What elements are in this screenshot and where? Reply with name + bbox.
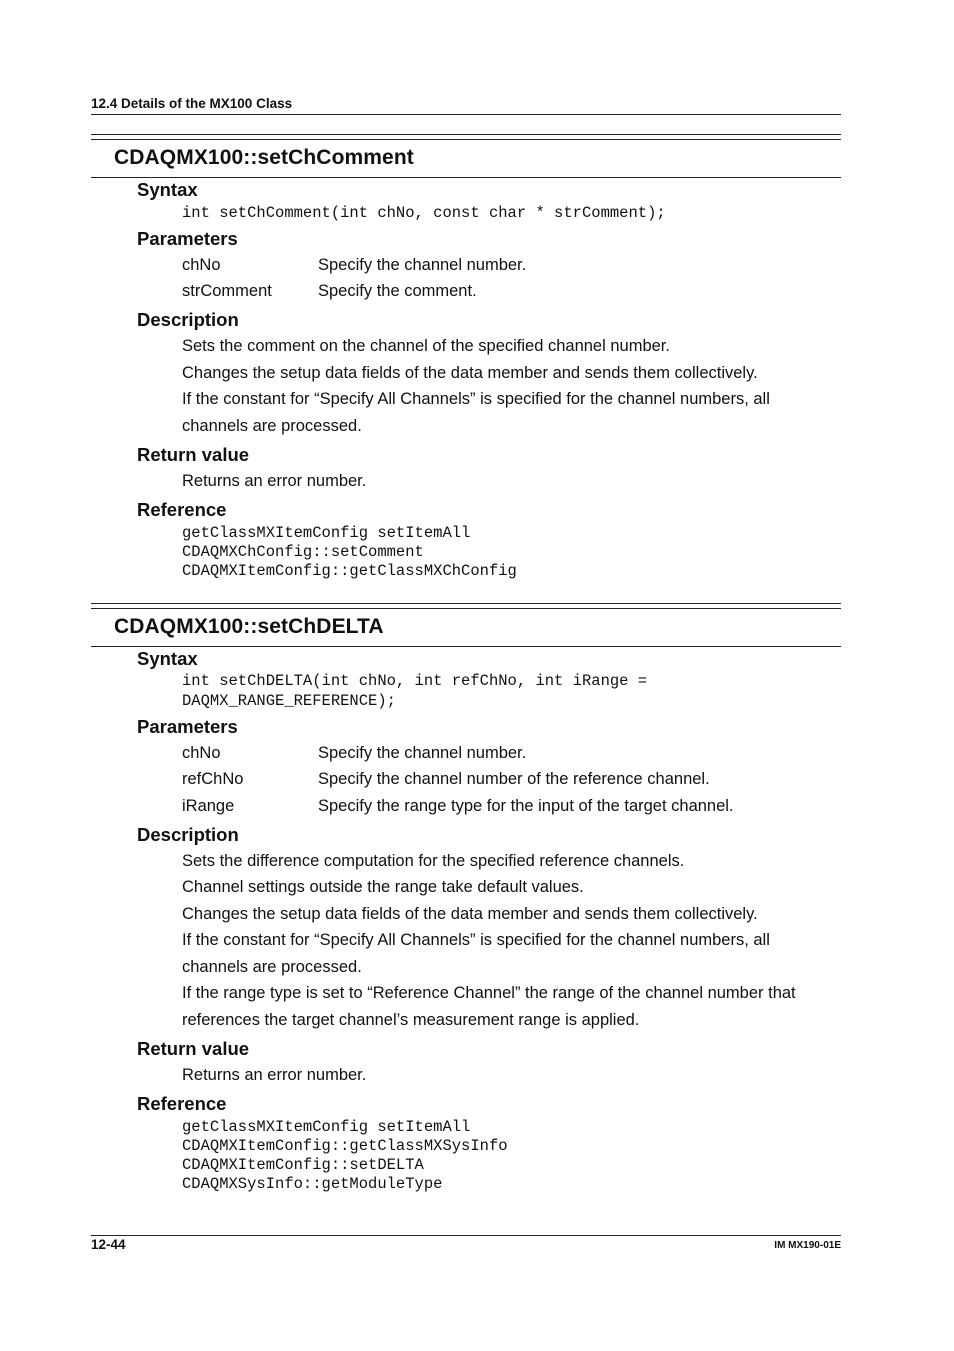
return-heading: Return value [137, 1038, 250, 1059]
syntax-line: DAQMX_RANGE_REFERENCE); [182, 692, 396, 710]
section-top-rule [91, 608, 841, 609]
param-desc: Specify the channel number. [318, 256, 527, 274]
reference-line: getClassMXItemConfig setItemAll [182, 1118, 471, 1136]
description-line: channels are processed. [182, 417, 362, 435]
running-header: 12.4 Details of the MX100 Class [91, 96, 293, 111]
header-rule [91, 114, 841, 115]
description-line: If the constant for “Specify All Channels” is specified for the channel numbers, all [182, 390, 770, 408]
reference-line: CDAQMXItemConfig::setDELTA [182, 1156, 424, 1174]
param-name: chNo [182, 744, 221, 762]
description-line: Channel settings outside the range take default values. [182, 878, 584, 896]
reference-heading: Reference [137, 499, 227, 520]
param-desc: Specify the range type for the input of the target channel. [318, 797, 734, 815]
reference-heading: Reference [137, 1093, 227, 1114]
syntax-heading: Syntax [137, 179, 198, 200]
description-line: references the target channel’s measurement range is applied. [182, 1011, 640, 1029]
param-desc: Specify the comment. [318, 282, 477, 300]
description-line: channels are processed. [182, 958, 362, 976]
section-title: CDAQMX100::setChDELTA [114, 615, 384, 638]
param-name: strComment [182, 282, 272, 300]
return-text: Returns an error number. [182, 1066, 367, 1084]
param-desc: Specify the channel number. [318, 744, 527, 762]
section-title-rule [91, 177, 841, 178]
param-name: chNo [182, 256, 221, 274]
description-line: Sets the difference computation for the specified reference channels. [182, 852, 685, 870]
description-line: If the range type is set to “Reference Channel” the range of the channel number that [182, 984, 796, 1002]
description-line: Changes the setup data fields of the data member and sends them collectively. [182, 364, 758, 382]
description-line: Sets the comment on the channel of the specified channel number. [182, 337, 670, 355]
description-line: If the constant for “Specify All Channels” is specified for the channel numbers, all [182, 931, 770, 949]
return-heading: Return value [137, 444, 250, 465]
description-line: Changes the setup data fields of the data member and sends them collectively. [182, 905, 758, 923]
parameters-heading: Parameters [137, 228, 238, 249]
param-name: refChNo [182, 770, 244, 788]
description-heading: Description [137, 309, 239, 330]
syntax-heading: Syntax [137, 648, 198, 669]
document-id: IM MX190-01E [774, 1240, 841, 1251]
page-number: 12-44 [91, 1237, 126, 1252]
reference-line: getClassMXItemConfig setItemAll [182, 524, 471, 542]
footer-rule [91, 1235, 841, 1236]
section-title-rule [91, 646, 841, 647]
reference-line: CDAQMXSysInfo::getModuleType [182, 1175, 443, 1193]
reference-line: CDAQMXItemConfig::getClassMXSysInfo [182, 1137, 508, 1155]
description-heading: Description [137, 824, 239, 845]
reference-line: CDAQMXItemConfig::getClassMXChConfig [182, 562, 517, 580]
section-top-rule [91, 603, 841, 604]
reference-line: CDAQMXChConfig::setComment [182, 543, 424, 561]
param-name: iRange [182, 797, 235, 815]
section-top-rule [91, 139, 841, 140]
parameters-heading: Parameters [137, 716, 238, 737]
param-desc: Specify the channel number of the reference channel. [318, 770, 710, 788]
section-top-rule [91, 134, 841, 135]
syntax-line: int setChDELTA(int chNo, int refChNo, int iRange = [182, 672, 648, 690]
return-text: Returns an error number. [182, 472, 367, 490]
section-title: CDAQMX100::setChComment [114, 146, 414, 169]
syntax-line: int setChComment(int chNo, const char * strComment); [182, 204, 666, 222]
